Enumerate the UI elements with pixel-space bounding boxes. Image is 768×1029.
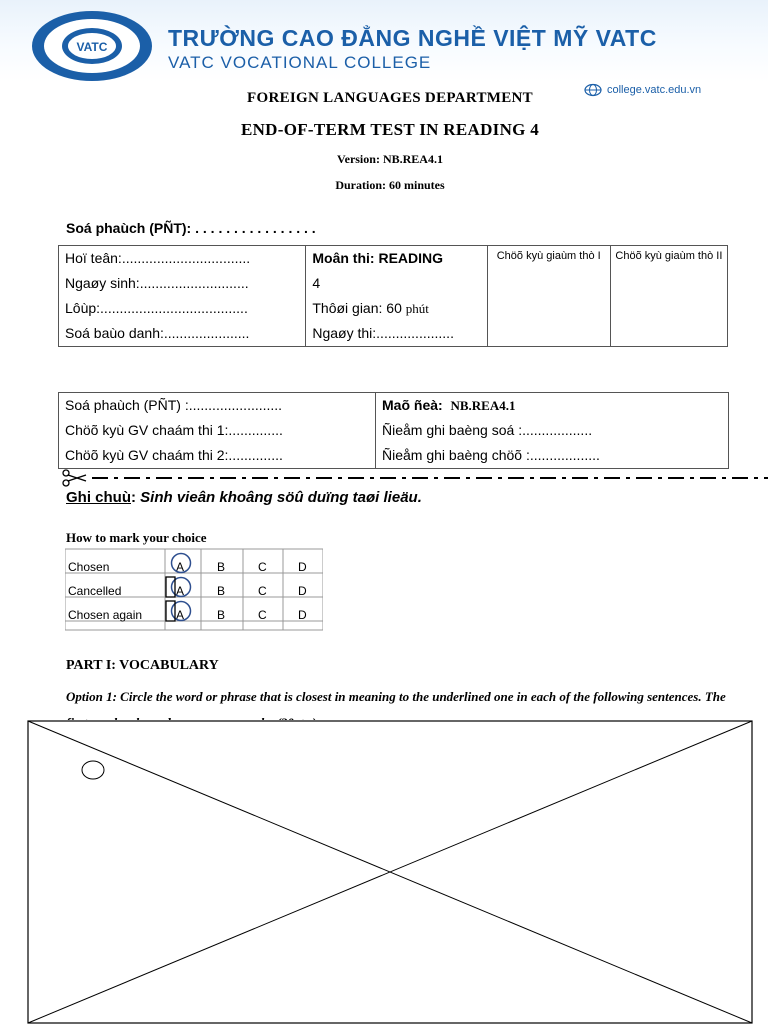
note-label: Ghi chuù [66, 489, 131, 506]
exam-time-unit: phút [405, 301, 429, 316]
grader-fields-cell [59, 393, 376, 469]
exam-code-value: NB.REA4.1 [450, 398, 516, 413]
choice-d: D [298, 560, 307, 574]
scissors-icon [63, 470, 86, 486]
exam-time [306, 296, 486, 321]
exam-subject-number: 4 [312, 275, 321, 291]
school-name: TRƯỜNG CAO ĐẲNG NGHỀ VIỆT MỸ VATC [168, 25, 657, 51]
student-fields-cell [59, 246, 306, 347]
exam-code-label: Maõ ñeà: [382, 397, 443, 413]
row-label-chosen-again: Chosen again [68, 608, 143, 622]
choice-a: A [176, 584, 185, 598]
marking-guide [65, 548, 323, 632]
row-label-cancelled: Cancelled [68, 584, 122, 598]
website-link[interactable]: college.vatc.edu.vn [607, 84, 702, 96]
score-fields-cell [376, 393, 729, 469]
image-placeholder [27, 720, 753, 1024]
exam-date-field[interactable]: Ngaøy thi:.................... [312, 325, 454, 341]
invigilator-2-cell[interactable] [610, 246, 727, 347]
choice-b: B [217, 560, 226, 574]
score-words-field[interactable]: Ñieåm ghi baèng chöõ :.................. [382, 447, 600, 463]
exam-code-row [376, 393, 728, 418]
note-line: Ghi chuù: Sinh vieân khoâng söû duïng taøi lieäu. [66, 489, 422, 506]
choice-d: D [298, 608, 307, 622]
part-heading: PART I: VOCABULARY [66, 658, 219, 673]
candidate-number-field[interactable]: Soá baùo danh:...................... [65, 325, 250, 341]
choice-d: D [298, 584, 307, 598]
name-field[interactable]: Hoï teân:................................. [65, 250, 251, 266]
logo-text: VATC [76, 40, 108, 54]
marking-heading: How to mark your choice [66, 530, 207, 545]
exam-info-cell [306, 246, 487, 347]
student-info-table [58, 245, 728, 347]
choice-a: A [176, 560, 185, 574]
exam-time-label: Thôøi gian: 60 [312, 300, 402, 316]
dob-field[interactable]: Ngaøy sinh:............................ [65, 275, 249, 291]
test-title: END-OF-TERM TEST IN READING 4 [240, 120, 540, 139]
school-subtitle: VATC VOCATIONAL COLLEGE [168, 53, 432, 72]
choice-b: B [217, 584, 226, 598]
grader-2-signature-field[interactable]: Chöõ kyù GV chaám thi 2:.............. [65, 447, 283, 463]
invigilator-1-cell[interactable] [487, 246, 610, 347]
grading-code-field[interactable]: Soá phaùch (PÑT) :........................ [65, 397, 283, 413]
college-logo [30, 10, 154, 82]
duration-label: Duration: 60 minutes [335, 178, 445, 192]
grader-1-signature-field[interactable]: Chöõ kyù GV chaám thi 1:.............. [65, 422, 283, 438]
grading-table [58, 392, 729, 469]
score-number-field[interactable]: Ñieåm ghi baèng soá :.................. [382, 422, 593, 438]
choice-c: C [258, 560, 267, 574]
invigilator-1-label: Chöõ kyù giaùm thò I [496, 250, 601, 262]
class-field[interactable]: Lôùp:...................................... [65, 300, 248, 316]
choice-c: C [258, 608, 267, 622]
candidate-code-line: Soá phaùch (PÑT): . . . . . . . . . . . . . . . . [66, 220, 316, 236]
choice-a: A [176, 608, 185, 622]
row-label-chosen: Chosen [68, 560, 110, 574]
note-text: Sinh vieân khoâng söû duïng taøi lieäu. [140, 489, 422, 506]
invigilator-2-label: Chöõ kyù giaùm thò II [615, 250, 723, 262]
cut-line [62, 468, 768, 488]
choice-c: C [258, 584, 267, 598]
department-heading: FOREIGN LANGUAGES DEPARTMENT [247, 90, 533, 106]
exam-subject: Moân thi: READING [312, 250, 444, 266]
option-instructions: Option 1: Circle the word or phrase that is closest in meaning to the underlined one in each of the following sentences. The [66, 689, 726, 704]
version-label: Version: NB.REA4.1 [337, 152, 443, 166]
header-banner [0, 0, 768, 82]
choice-b: B [217, 608, 226, 622]
